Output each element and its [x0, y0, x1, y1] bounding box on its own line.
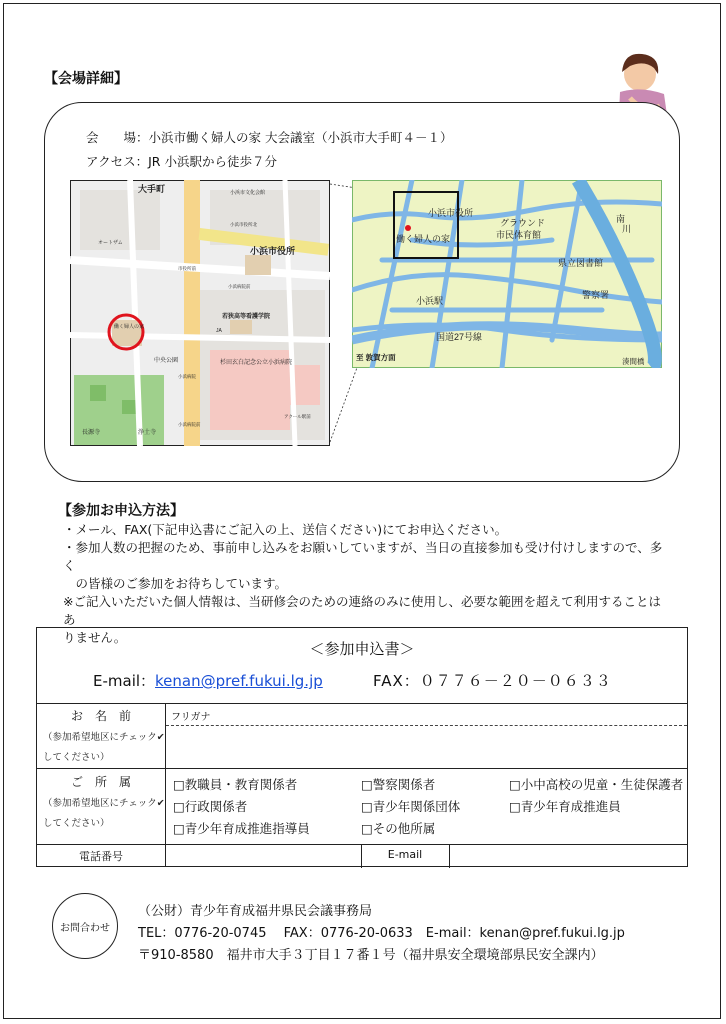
apply-line: りません。 — [63, 630, 127, 645]
contact-tel: TEL：0776-20-0745 FAX：0776-20-0633 E-mail：kenan@pref.fukui.lg.jp — [138, 926, 625, 941]
ov-label-tsuruga: 至 敦賀方面 — [356, 353, 396, 362]
apply-line: の皆様のご参加をお待ちしています。 — [63, 576, 288, 591]
option-police[interactable]: □警察関係者 — [361, 777, 436, 792]
map-label-sub5: アクール駅前 — [284, 414, 311, 419]
map-label-cityhall: 小浜市役所 — [250, 246, 296, 256]
venue-heading: 【会場詳細】 — [44, 71, 128, 87]
email-label: E-mail： — [93, 672, 156, 690]
map-label-sub1: 市役所前 — [178, 266, 196, 271]
option-teachers[interactable]: □教職員・教育関係者 — [173, 777, 298, 792]
ov-label-gym: 市民体育館 — [496, 230, 542, 240]
apply-line: ※ご記入いただいた個人情報は、当研修会のための連絡のみに使用し、必要な範囲を超えて利用することはあ — [63, 594, 661, 627]
map-label-hall: 働く婦人の家 — [114, 324, 145, 330]
map-label-bunka: 小浜市文化会館 — [230, 190, 266, 196]
contact-badge — [52, 893, 118, 959]
option-youth-promoters[interactable]: □青少年育成推進員 — [509, 799, 621, 814]
option-government[interactable]: □行政関係者 — [173, 799, 248, 814]
affiliation-label: ご 所 属 — [70, 775, 131, 789]
ov-label-port: 湊間橋 — [622, 357, 645, 366]
option-youth-groups[interactable]: □青少年関係団体 — [361, 799, 461, 814]
furigana-divider — [166, 725, 687, 726]
ov-label-hall: 働く婦人の家 — [396, 234, 451, 244]
phone-input[interactable] — [166, 845, 361, 867]
option-other[interactable]: □その他所属 — [361, 821, 436, 836]
map-label-sub2: 小浜病院前 — [228, 284, 251, 289]
ov-label-route27: 国道27号線 — [436, 332, 483, 342]
detail-map — [70, 180, 330, 446]
option-parents[interactable]: □小中高校の児童・生徒保護者 — [509, 777, 684, 792]
map-label-nagaoka: 長源寺 — [82, 430, 101, 436]
map-label-ja: JA — [216, 328, 222, 334]
affiliation-check-note: してください） — [43, 818, 110, 829]
ov-label-cityhall: 小浜市役所 — [428, 208, 474, 218]
ov-label-library: 県立図書館 — [558, 258, 604, 268]
form-divider — [37, 768, 687, 769]
contact-badge-label: お問合わせ — [60, 922, 110, 934]
map-label-sub4: 小浜病院 — [178, 374, 196, 379]
furigana-label: フリガナ — [171, 712, 211, 723]
contact-org: （公財）青少年育成福井県民会議事務局 — [138, 904, 373, 919]
name-label: お 名 前 — [70, 709, 131, 723]
form-divider — [37, 703, 687, 704]
registration-form — [36, 627, 688, 867]
email-input[interactable] — [450, 845, 686, 867]
ov-label-station: 小浜駅 — [416, 296, 444, 306]
form-email-row — [93, 670, 323, 691]
apply-line: ・メール、FAX(下記申込書にご記入の上、送信ください)にてお申込ください。 — [63, 522, 508, 537]
venue-access: アクセス：JR 小浜駅から徒歩７分 — [86, 154, 277, 169]
ov-label-ground: グラウンド — [500, 218, 546, 228]
email-field-label: E-mail — [387, 848, 423, 861]
map-label-nurse: 若狭高等看護学院 — [222, 314, 271, 320]
apply-heading: 【参加お申込方法】 — [58, 503, 184, 519]
map-label-jounin: 浄土寺 — [138, 430, 157, 436]
map-label-park: 中央公園 — [154, 358, 179, 364]
name-check-note: してください） — [43, 752, 110, 763]
name-check-note: （参加希望地区にチェック✔ — [43, 732, 165, 743]
ov-label-kawa: 川 — [622, 224, 632, 234]
venue-place: 会 場：小浜市働く婦人の家 大会議室（小浜市大手町４－１） — [86, 130, 453, 145]
name-input[interactable] — [166, 727, 682, 765]
map-label-owd: オートザム — [98, 240, 123, 246]
contact-address: 〒910-8580 福井市大手３丁目１７番１号（福井県安全環境部県民安全課内） — [138, 948, 604, 963]
email-link[interactable]: kenan@pref.fukui.lg.jp — [155, 672, 323, 690]
form-title: ＜参加申込書＞ — [309, 640, 415, 658]
map-label-sub6: 小浜病院前 — [178, 422, 201, 427]
fax-number: FAX：０７７６－２０－０６３３ — [373, 672, 612, 690]
apply-line: ・参加人数の把握のため、事前申し込みをお願いしていますが、当日の直接参加も受け付けしますので、多く — [63, 540, 663, 573]
map-label-hospital: 杉田玄白記念公立小浜病院 — [220, 360, 293, 366]
map-label-otemachi: 大手町 — [138, 184, 166, 194]
affiliation-check-note: （参加希望地区にチェック✔ — [43, 798, 165, 809]
option-youth-instructors[interactable]: □青少年育成推進指導員 — [173, 821, 310, 836]
ov-label-minami: 南 — [616, 214, 626, 224]
phone-label: 電話番号 — [79, 850, 123, 863]
map-label-sub3: 小浜市役所北 — [230, 222, 257, 227]
overview-map — [352, 180, 662, 368]
ov-label-police: 警察署 — [582, 290, 610, 300]
